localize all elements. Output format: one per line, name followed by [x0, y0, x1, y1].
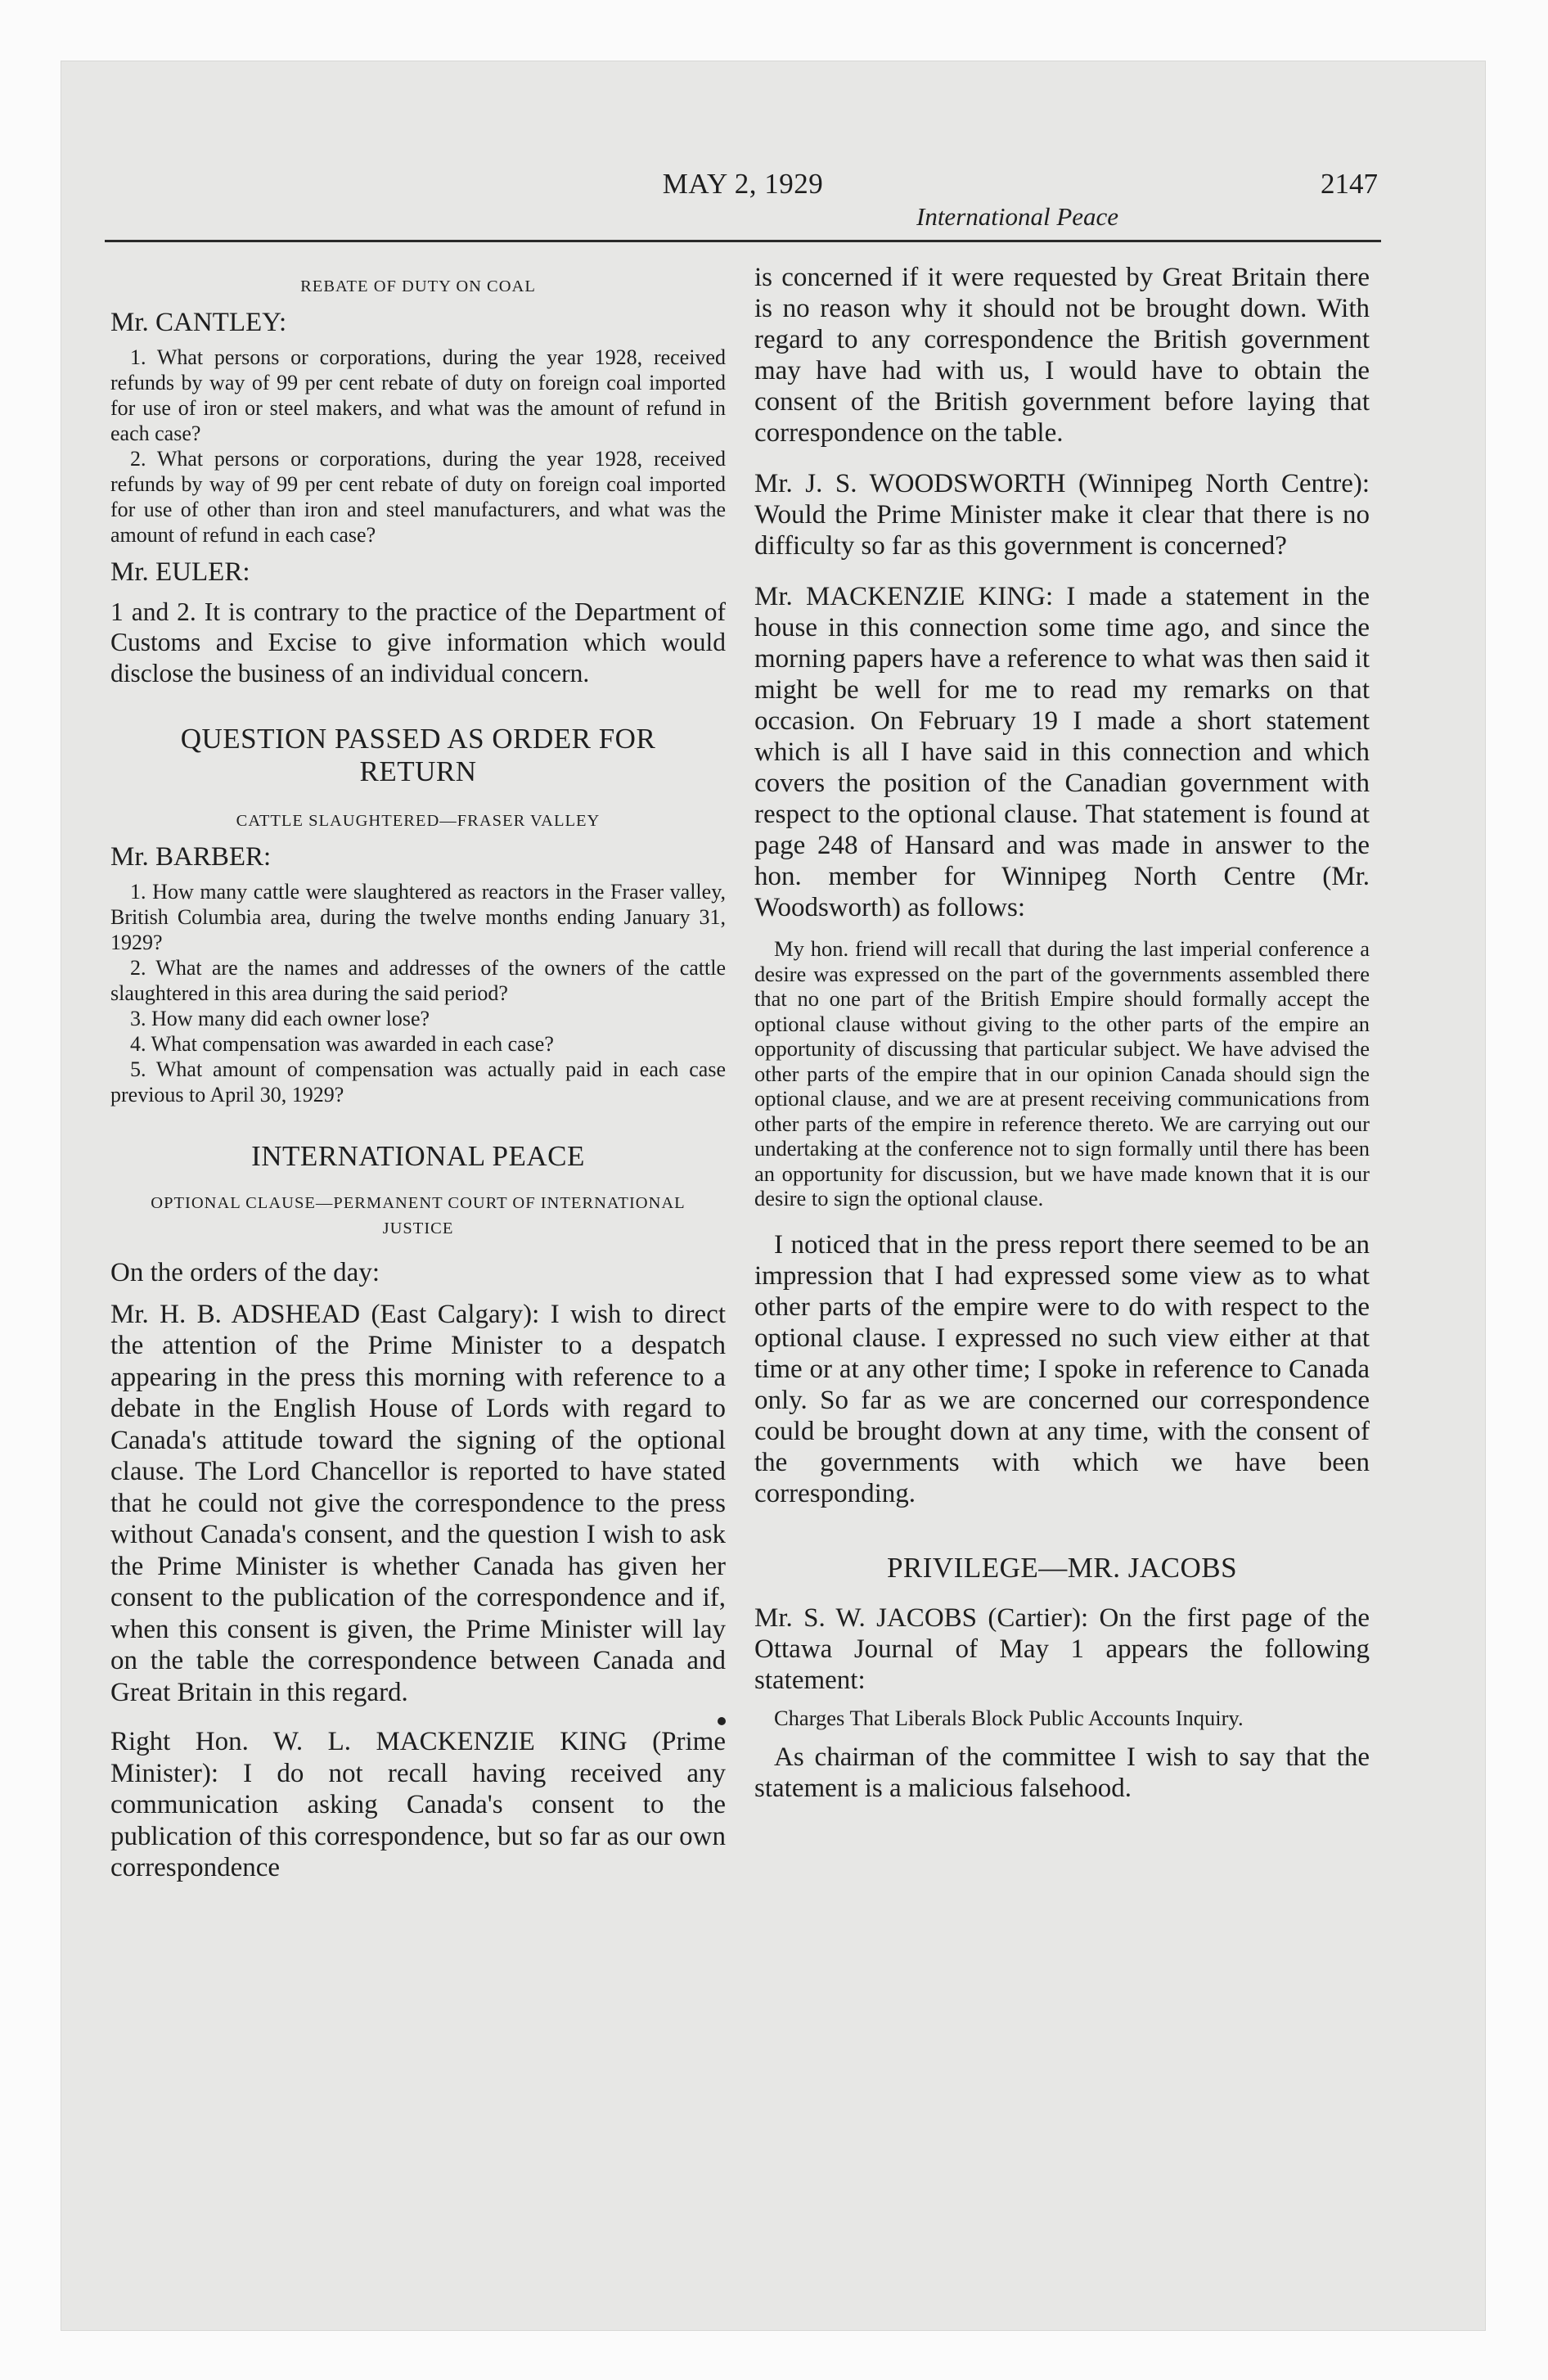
cattle-question-5: 5. What amount of compensation was actually paid in each case previous to April 30, 1929? — [110, 1057, 726, 1107]
king-reply-continued: is concerned if it were requested by Great Britain there is no reason why it should not be brought down. With regard to any correspondence the British government may have had with us, I would have to obtain the consent of the British government before laying that correspondence on the table. — [754, 263, 1370, 448]
rebate-question-2: 2. What persons or corporations, during the year 1928, received refunds by way of 99 per cent rebate of duty on foreign coal imported for use of other than iron and steel manufacturers, and what was the amount of refund in each case? — [110, 447, 726, 547]
barber-speaker: Mr. BARBER: — [110, 841, 272, 872]
king-reply: Right Hon. W. L. MACKENZIE KING (Prime Minister): I do not recall having received any communication asking Canada's consent to the publication of this correspondence, but so far as our own correspondence — [110, 1727, 726, 1882]
king-clarification: I noticed that in the press report there seemed to be an impression that I had expressed some view as to what other parts of the empire were to do with respect to the optional clause. I expressed no such view either at that time or at any other time; I spoke in reference to Canada only. So far as we are concerned our correspondence could be brought down at any time, with the consent of the governments with which we have been corresponding. — [754, 1229, 1370, 1508]
header-date: MAY 2, 1929 — [662, 168, 824, 200]
cattle-question-1: 1. How many cattle were slaughtered as reactors in the Fraser valley, British Columbia area, during the twelve months ending January 31, 1929? — [110, 880, 726, 954]
euler-answer: 1 and 2. It is contrary to the practice of the Department of Customs and Excise to give information which would disclose the business of an individual concern. — [110, 597, 726, 687]
question-order-heading: QUESTION PASSED AS ORDER FOR RETURN — [180, 723, 656, 787]
header-section-title: International Peace — [916, 202, 1119, 231]
header-rule — [105, 240, 1381, 242]
bullet-dot — [718, 1717, 726, 1725]
cantley-speaker: Mr. CANTLEY: — [110, 307, 287, 337]
cattle-question-3: 3. How many did each owner lose? — [130, 1007, 430, 1030]
jacobs-conclusion: As chairman of the committee I wish to say that the statement is a malicious falsehood. — [754, 1742, 1370, 1803]
optional-clause-subheading: OPTIONAL CLAUSE—PERMANENT COURT OF INTERNATIONAL JUSTICE — [151, 1194, 686, 1237]
journal-headline-quote: Charges That Liberals Block Public Accounts Inquiry. — [774, 1705, 1244, 1730]
left-column — [110, 262, 726, 1884]
international-peace-heading: INTERNATIONAL PEACE — [251, 1140, 585, 1172]
header-page-number: 2147 — [1321, 168, 1378, 200]
privilege-heading: PRIVILEGE—MR. JACOBS — [886, 1551, 1238, 1584]
page-header — [105, 160, 1381, 241]
cattle-question-2: 2. What are the names and addresses of the owners of the cattle slaughtered in this area during the said period? — [110, 956, 726, 1005]
hansard-quotation: My hon. friend will recall that during the last imperial conference a desire was expressed on the part of the governments assembled there that no one part of the British Empire should formally accept the optional clause without giving to the other parts of the empire an opportunity of discussing that particular subject. We have advised the other parts of the empire that in our opinion Canada should sign the optional clause, and we are at present receiving communications from other parts of the empire in reference thereto. We are carrying out our undertaking at the conference not to sign formally until there has been an opportunity for discussion, but we have made known that it is our desire to sign the optional clause. — [754, 936, 1370, 1210]
euler-speaker: Mr. EULER: — [110, 557, 250, 587]
woodsworth-question: Mr. J. S. WOODSWORTH (Winnipeg North Centre): Would the Prime Minister make it clear that there is no difficulty so far as this government is concerned? — [754, 469, 1370, 561]
cattle-question-4: 4. What compensation was awarded in each case? — [130, 1032, 554, 1056]
rebate-title: REBATE OF DUTY ON COAL — [300, 277, 536, 295]
jacobs-statement: Mr. S. W. JACOBS (Cartier): On the first page of the Ottawa Journal of May 1 appears the following statement: — [754, 1602, 1370, 1695]
orders-of-the-day: On the orders of the day: — [110, 1258, 380, 1287]
rebate-question-1: 1. What persons or corporations, during the year 1928, received refunds by way of 99 per cent rebate of duty on foreign coal imported for use of iron or steel makers, and what was the amount of refund in each case? — [110, 345, 726, 445]
cattle-title: CATTLE SLAUGHTERED—FRASER VALLEY — [236, 812, 601, 830]
right-column — [754, 262, 1370, 1804]
king-statement: Mr. MACKENZIE KING: I made a statement in the house in this connection some time ago, and since the morning papers have a reference to what was then said it might be well for me to read my remarks on that occasion. On February 19 I made a short statement which is all I have said in this connection and which covers the position of the Canadian government with respect to the optional clause. That statement is found at page 248 of Hansard and was made in answer to the hon. member for Winnipeg North Centre (Mr. Woodsworth) as follows: — [754, 582, 1370, 922]
adshead-speech: Mr. H. B. ADSHEAD (East Calgary): I wish to direct the attention of the Prime Minister to a despatch appearing in the press this morning with reference to a debate in the English House of Lords with regard to Canada's attitude toward the signing of the optional clause. The Lord Chancellor is reported to have stated that he could not give the correspondence to the press without Canada's consent, and the question I wish to ask the Prime Minister is whether Canada has given her consent to the publication of the correspondence and if, when this consent is given, the Prime Minister will lay on the table the correspondence between Canada and Great Britain in this regard. — [110, 1299, 726, 1707]
